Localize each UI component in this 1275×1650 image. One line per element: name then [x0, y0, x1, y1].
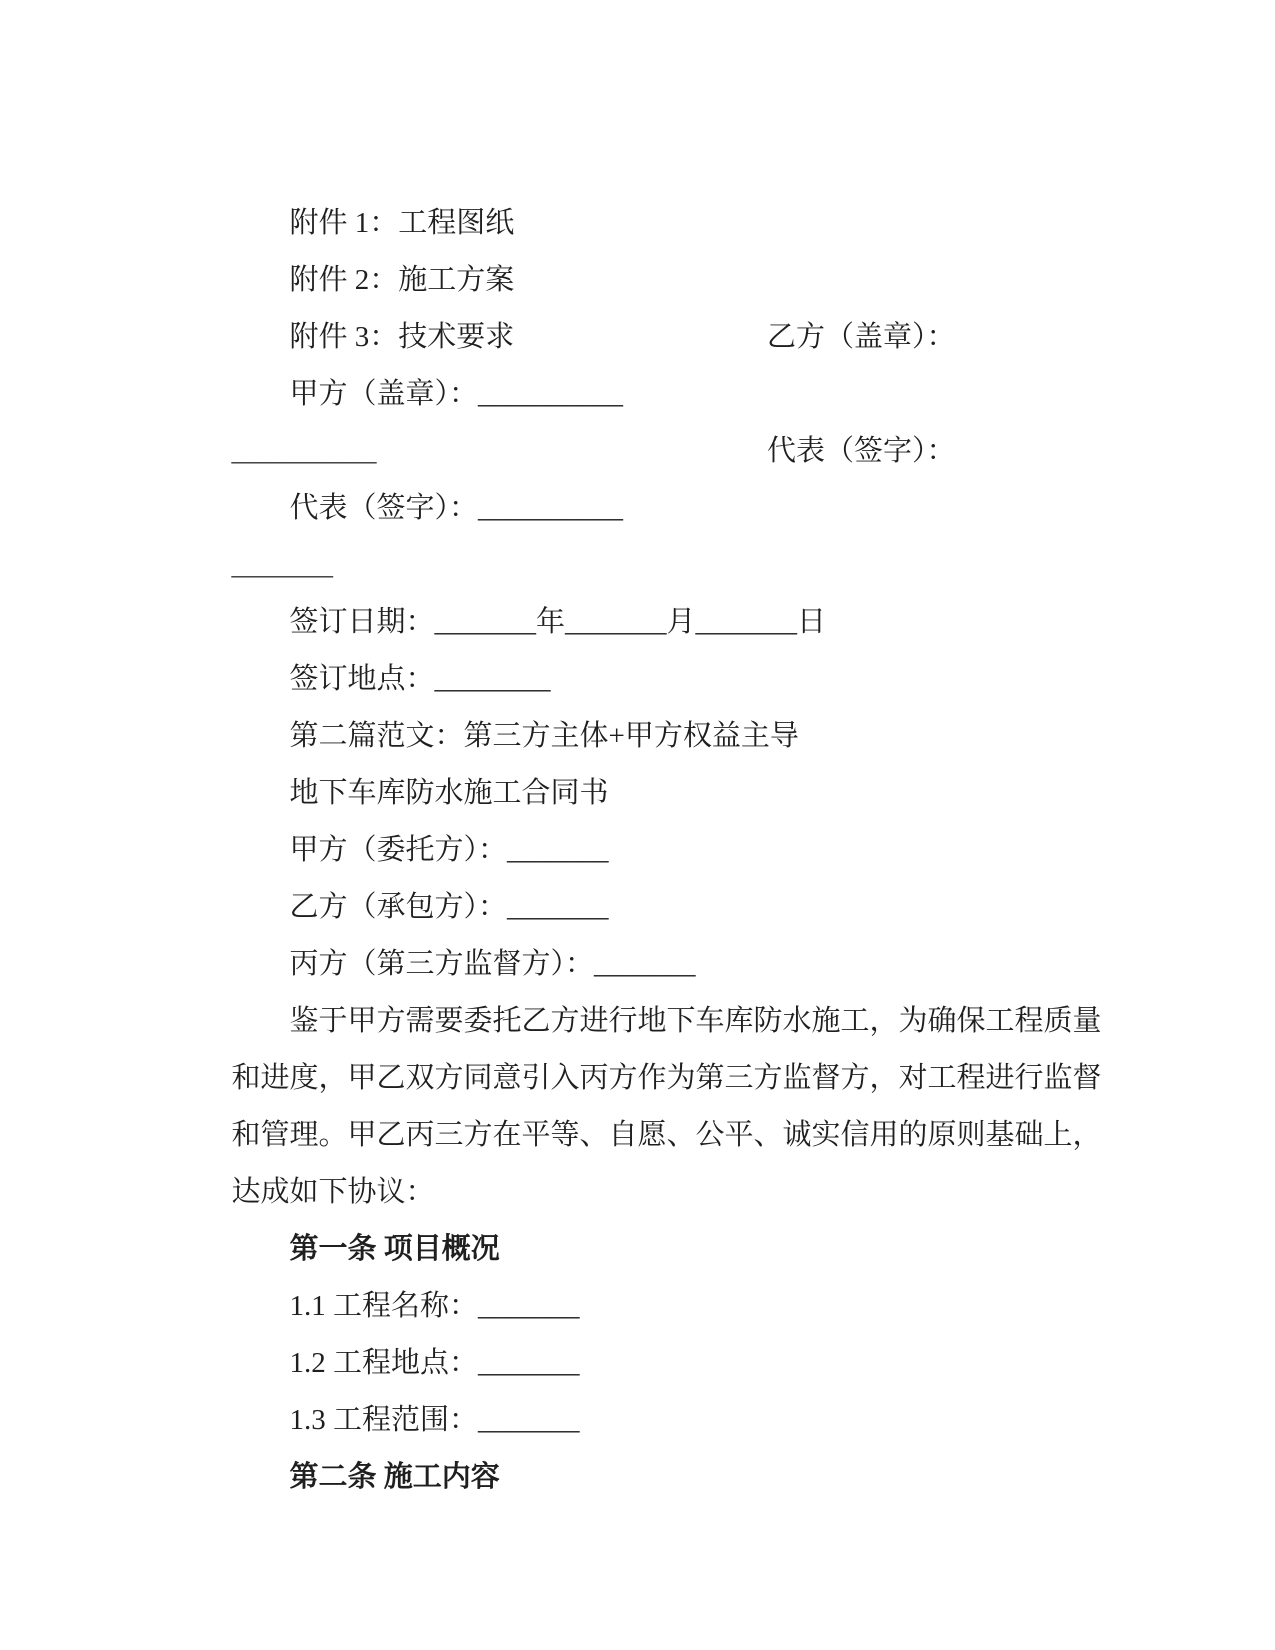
preamble-line-3-text: 和管理。甲乙丙三方在平等、自愿、公平、诚实信用的原则基础上，	[231, 1119, 1102, 1151]
rep-b-sign-label: 代表（签字）：	[767, 435, 956, 467]
party-b-seal-label: 乙方（盖章）：	[767, 321, 956, 353]
party-b-seal-blank-text: __________	[231, 435, 377, 467]
attachment-3-text: 附件 3：技术要求	[289, 321, 515, 353]
contract-document	[188, 138, 1102, 1493]
seal-line	[188, 309, 1078, 410]
preamble-line-1-text: 鉴于甲方需要委托乙方进行地下车库防水施工，为确保工程质量	[289, 1005, 1102, 1037]
party-c-text: 丙方（第三方监督方）：_______	[289, 948, 696, 980]
clause-1-1-text: 1.1 工程名称：_______	[289, 1290, 580, 1322]
preamble-line-4-text: 达成如下协议：	[231, 1176, 435, 1208]
clause-1-3-text: 1.3 工程范围：_______	[289, 1404, 580, 1436]
rep-a-sign-label: 代表（签字）：__________	[289, 492, 624, 524]
preamble-line-2-text: 和进度，甲乙双方同意引入丙方作为第三方监督方，对工程进行监督	[231, 1062, 1102, 1094]
sign-date-text: 签订日期：_______年_______月_______日	[289, 606, 827, 638]
attachment-1	[188, 138, 1078, 239]
sign-place-text: 签订地点：________	[289, 663, 551, 695]
party-b-text: 乙方（承包方）：_______	[289, 891, 609, 923]
contract-title-text: 地下车库防水施工合同书	[289, 777, 609, 809]
clause-1-2-text: 1.2 工程地点：_______	[289, 1347, 580, 1379]
attachment-1-text: 附件 1：工程图纸	[289, 207, 515, 239]
rep-b-sign-blank-text: _______	[231, 549, 333, 581]
article-1-heading-text: 第一条 项目概况	[289, 1233, 500, 1265]
party-a-seal-label: 甲方（盖章）：__________	[289, 378, 624, 410]
part-two-heading-text: 第二篇范文：第三方主体+甲方权益主导	[289, 720, 799, 752]
representative-sign-line	[188, 423, 1078, 524]
party-a-text: 甲方（委托方）：_______	[289, 834, 609, 866]
article-2-heading-text: 第二条 施工内容	[289, 1461, 500, 1493]
attachment-2-text: 附件 2：施工方案	[289, 264, 515, 296]
